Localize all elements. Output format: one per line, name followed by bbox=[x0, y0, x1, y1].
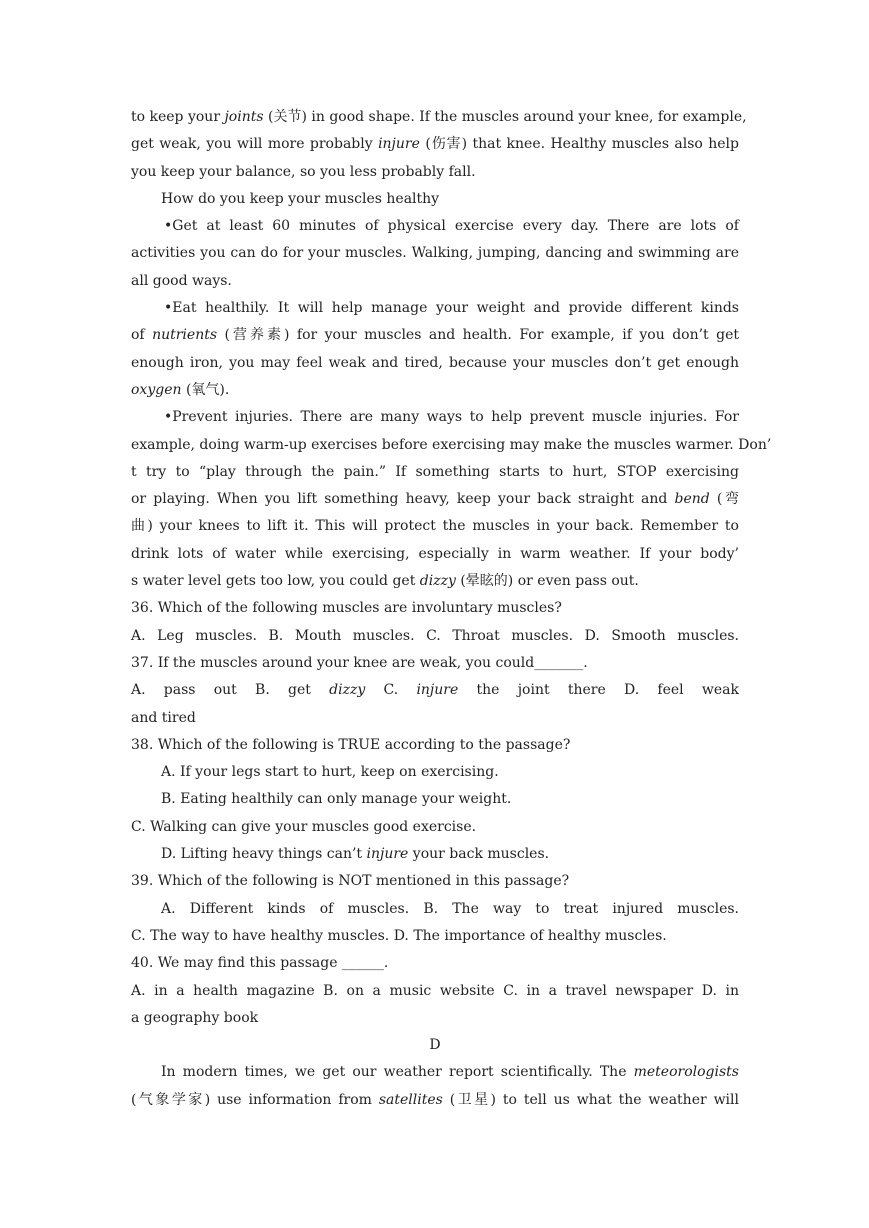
text-line: 39. Which of the following is NOT mentioned in this passage? bbox=[131, 873, 570, 890]
text-line: activities you can do for your muscles. Walking, jumping, dancing and swimming are bbox=[131, 245, 739, 262]
italic-term: joints bbox=[224, 109, 264, 125]
text-line: to keep your joints (关节) in good shape. If the muscles around your knee, for example, bbox=[131, 109, 747, 125]
text-line: A. Different kinds of muscles. B. The way to treat injured muscles. bbox=[161, 900, 739, 917]
text-line: or playing. When you lift something heavy, keep your back straight and bend (弯 bbox=[131, 491, 740, 508]
paragraph bbox=[131, 1059, 739, 1114]
text-line: drink lots of water while exercising, especially in warm weather. If your body’ bbox=[131, 545, 739, 562]
text-line: and tired bbox=[131, 709, 196, 726]
text-line: A. in a health magazine B. on a music website C. in a travel newspaper D. in bbox=[131, 982, 739, 999]
document-body bbox=[131, 104, 772, 1114]
text-line: A. Leg muscles. B. Mouth muscles. C. Throat muscles. D. Smooth muscles. bbox=[131, 627, 739, 644]
text-line: 38. Which of the following is TRUE according to the passage? bbox=[131, 736, 571, 753]
text-line: •Get at least 60 minutes of physical exercise every day. There are lots of bbox=[164, 218, 739, 235]
text-line: In modern times, we get our weather report scientifically. The meteorologists bbox=[161, 1064, 739, 1081]
italic-term: bend bbox=[674, 491, 710, 508]
text-line: •Prevent injuries. There are many ways to help prevent muscle injuries. For bbox=[164, 409, 739, 426]
italic-term: injure bbox=[378, 136, 420, 153]
paragraph bbox=[131, 1032, 739, 1059]
paragraph bbox=[131, 104, 747, 186]
text-line: of nutrients (营养素) for your muscles and health. For example, if you don’t get bbox=[131, 327, 740, 344]
text-line: B. Eating healthily can only manage your weight. bbox=[161, 791, 512, 808]
text-line: t try to “play through the pain.” If something starts to hurt, STOP exercising bbox=[131, 463, 739, 480]
paragraph bbox=[131, 404, 772, 595]
text-line: •Eat healthily. It will help manage your weight and provide different kinds bbox=[164, 300, 739, 317]
text-line: get weak, you will more probably injure (伤害) that knee. Healthy muscles also help bbox=[131, 136, 739, 153]
italic-term: dizzy bbox=[419, 573, 456, 590]
text-line: A. pass out B. get dizzy C. injure the joint there D. feel weak bbox=[131, 682, 739, 699]
text-line: 37. If the muscles around your knee are weak, you could_______. bbox=[131, 654, 588, 671]
text-line: 40. We may find this passage ______. bbox=[131, 955, 389, 972]
italic-term: meteorologists bbox=[633, 1064, 739, 1081]
italic-term: nutrients bbox=[152, 327, 218, 344]
text-line: A. If your legs start to hurt, keep on exercising. bbox=[161, 764, 499, 781]
text-line: How do you keep your muscles healthy bbox=[161, 190, 440, 207]
italic-term: satellites bbox=[378, 1091, 443, 1108]
text-line: C. Walking can give your muscles good exercise. bbox=[131, 818, 477, 835]
italic-term: injure bbox=[416, 682, 459, 699]
paragraph bbox=[131, 295, 739, 404]
paragraph bbox=[131, 595, 739, 1032]
text-line: s water level gets too low, you could get dizzy (晕眩的) or even pass out. bbox=[131, 573, 639, 590]
text-line: C. The way to have healthy muscles. D. The importance of healthy muscles. bbox=[131, 927, 667, 944]
italic-term: injure bbox=[366, 846, 409, 863]
italic-term: oxygen bbox=[131, 381, 182, 398]
paragraph bbox=[131, 213, 739, 295]
text-line: 曲) your knees to lift it. This will protect the muscles in your back. Remember to bbox=[131, 518, 739, 535]
italic-term: dizzy bbox=[329, 682, 366, 699]
text-line: oxygen (氧气). bbox=[131, 381, 230, 398]
text-line: D. Lifting heavy things can’t injure your back muscles. bbox=[161, 846, 550, 863]
text-line: you keep your balance, so you less probably fall. bbox=[131, 163, 476, 180]
text-line: example, doing warm-up exercises before exercising may make the muscles warmer. Don’ bbox=[131, 436, 772, 453]
text-line: 36. Which of the following muscles are involuntary muscles? bbox=[131, 600, 562, 617]
text-line: enough iron, you may feel weak and tired, because your muscles don’t get enough bbox=[131, 354, 739, 371]
section-heading: D bbox=[429, 1037, 441, 1054]
text-line: all good ways. bbox=[131, 272, 232, 289]
text-line: (气象学家) use information from satellites (卫星) to tell us what the weather will bbox=[131, 1091, 739, 1108]
text-line: a geography book bbox=[131, 1009, 259, 1026]
paragraph bbox=[131, 186, 739, 213]
